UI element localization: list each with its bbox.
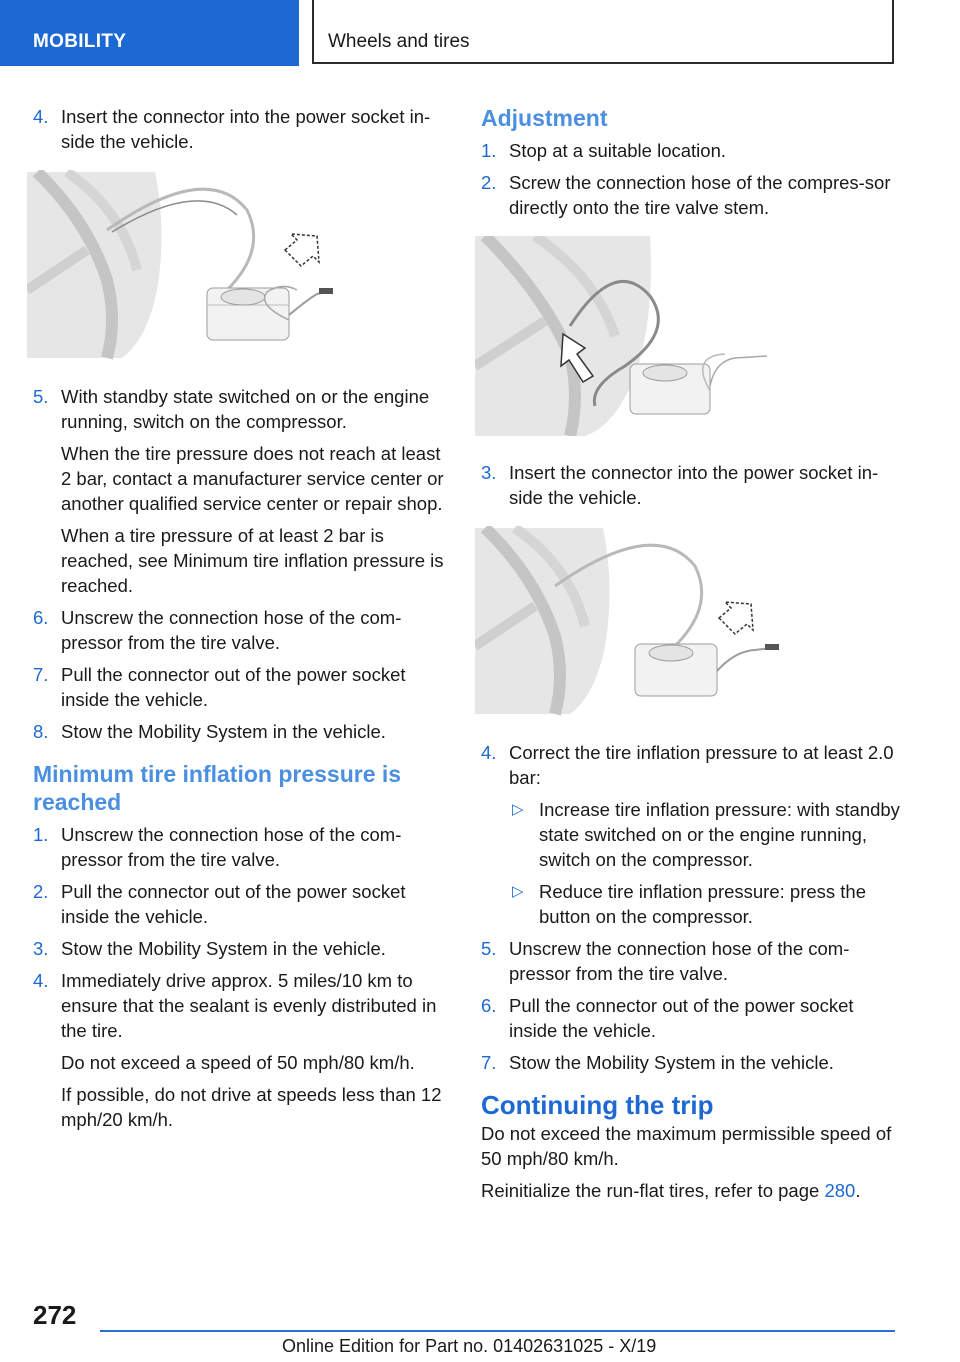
triangle-bullet-icon: ▷ (512, 801, 524, 818)
step-number: 6. (33, 607, 49, 628)
step-text: Unscrew the connection hose of the com-pressor from the tire valve. (61, 607, 402, 653)
step-insert-connector (33, 104, 453, 154)
page-number: 272 (33, 1300, 77, 1330)
step-stow-system (33, 719, 453, 744)
paragraph-text: Reinitialize the run-flat tires, refer to page (481, 1180, 825, 1201)
adj-step (481, 138, 901, 163)
step-number: 1. (481, 140, 497, 161)
step-number: 5. (33, 386, 49, 407)
left-column (33, 104, 453, 1139)
step-text: Correct the tire inflation pressure to at least 2.0 bar: (509, 742, 894, 788)
min-step (33, 936, 453, 961)
step-text: Stow the Mobility System in the vehicle. (61, 938, 386, 959)
footer-divider (100, 1330, 895, 1332)
section-heading-min-pressure: Minimum tire inflation pressure is reached (33, 761, 402, 815)
adj-step (481, 460, 901, 510)
step-text: Insert the connector into the power socket in-side the vehicle. (509, 462, 879, 508)
adj-step (481, 936, 901, 986)
step-number: 3. (481, 462, 497, 483)
paragraph-end: . (855, 1180, 861, 1201)
step-note: When the tire pressure does not reach at least 2 bar, contact a manufacturer service center or another qualified service center or repair shop. (61, 443, 444, 514)
min-step (33, 879, 453, 929)
step-number: 4. (481, 742, 497, 763)
step-pull-connector (33, 662, 453, 712)
step-number: 2. (33, 881, 49, 902)
adj-step (481, 170, 901, 220)
step-number: 7. (33, 664, 49, 685)
paragraph-with-link (481, 1178, 901, 1203)
step-text: Pull the connector out of the power socket inside the vehicle. (509, 995, 854, 1041)
edition-footer: Online Edition for Part no. 01402631025 - X/19 (282, 1336, 657, 1356)
step-switch-on-compressor (33, 384, 453, 598)
step-note: Do not exceed a speed of 50 mph/80 km/h. (61, 1052, 415, 1073)
step-number: 6. (481, 995, 497, 1016)
step-number: 3. (33, 938, 49, 959)
hose-valve-illustration (475, 236, 775, 436)
step-text: Screw the connection hose of the compres-sor directly onto the tire valve stem. (509, 172, 891, 218)
min-step (33, 822, 453, 872)
step-number: 2. (481, 172, 497, 193)
step-number: 4. (33, 970, 49, 991)
bullet-reduce (509, 879, 901, 929)
step-text: Insert the connector into the power socket in-side the vehicle. (61, 106, 431, 152)
section-tab[interactable] (0, 0, 299, 66)
step-text: Stow the Mobility System in the vehicle. (509, 1052, 834, 1073)
min-step (33, 968, 453, 1132)
arrow-pointer-icon (285, 234, 319, 266)
step-number: 7. (481, 1052, 497, 1073)
step-number: 8. (33, 721, 49, 742)
paragraph: Do not exceed the maximum permissible speed of 50 mph/80 km/h. (481, 1123, 892, 1169)
step-note: If possible, do not drive at speeds less than 12 mph/20 km/h. (61, 1084, 442, 1130)
triangle-bullet-icon: ▷ (512, 883, 524, 900)
step-text: Pull the connector out of the power socket inside the vehicle. (61, 881, 406, 927)
compressor-socket-illustration (27, 170, 337, 360)
step-text: Stow the Mobility System in the vehicle. (61, 721, 386, 742)
section-label: MOBILITY (33, 31, 127, 52)
step-number: 4. (33, 106, 49, 127)
step-number: 1. (33, 824, 49, 845)
step-text: With standby state switched on or the engine running, switch on the compressor. (61, 386, 430, 432)
step-unscrew-hose (33, 605, 453, 655)
step-text: Stop at a suitable location. (509, 140, 727, 161)
bullet-text: Reduce tire inflation pressure: press the button on the compressor. (539, 881, 867, 927)
chapter-tab[interactable] (312, 0, 894, 64)
step-number: 5. (481, 938, 497, 959)
step-text: Unscrew the connection hose of the com-pressor from the tire valve. (61, 824, 402, 870)
compressor-socket-illustration (475, 526, 785, 716)
section-heading-adjustment: Adjustment (481, 105, 608, 131)
step-text: Unscrew the connection hose of the com-pressor from the tire valve. (509, 938, 850, 984)
step-note: When a tire pressure of at least 2 bar is reached, see Minimum tire inflation pressure is reached. (61, 525, 444, 596)
chapter-label: Wheels and tires (328, 31, 470, 52)
bullet-increase (509, 797, 901, 872)
adj-step (481, 1050, 901, 1075)
arrow-pointer-icon (719, 602, 753, 634)
right-column (481, 104, 901, 1210)
adj-step (481, 993, 901, 1043)
step-text: Immediately drive approx. 5 miles/10 km to ensure that the sealant is evenly distributed in the tire. (61, 970, 437, 1041)
adj-step (481, 740, 901, 929)
section-heading-continuing-trip: Continuing the trip (481, 1090, 714, 1120)
bullet-text: Increase tire inflation pressure: with standby state switched on or the engine running, switch on the compressor. (539, 799, 900, 870)
step-text: Pull the connector out of the power socket inside the vehicle. (61, 664, 406, 710)
page-link[interactable]: 280 (824, 1180, 856, 1201)
